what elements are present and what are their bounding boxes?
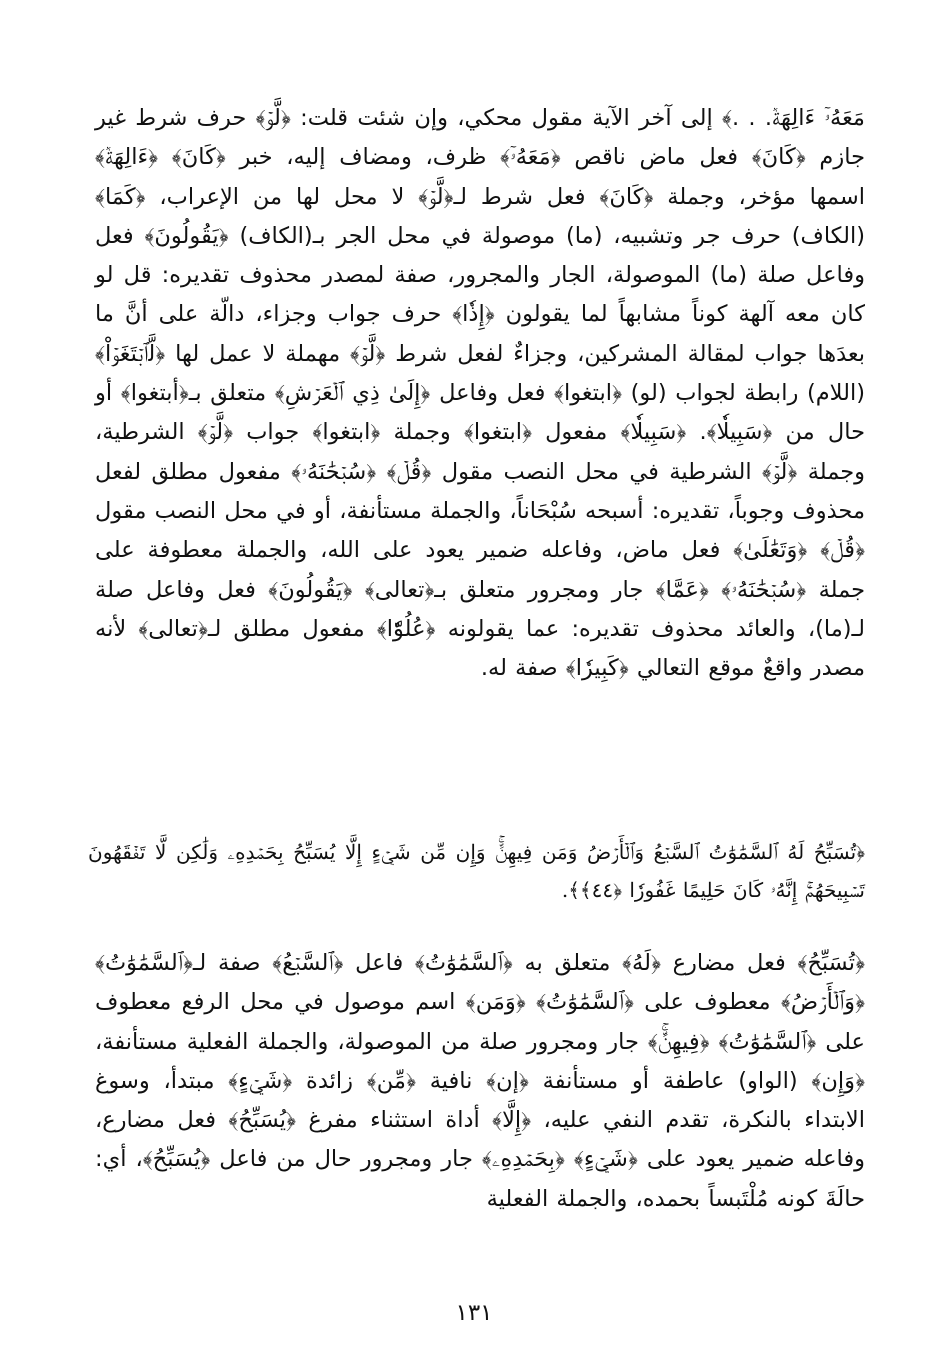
page-number: ١٣١ (455, 1300, 493, 1326)
body-paragraph: مَعَهُۥٓ ءَالِهَةٞ. . .﴾ إلى آخر الآية مقول محكي، وإن شئت قلت: ﴿لَّوۡ﴾ حرف شرط غير جازم ﴿كَانَ﴾ فعل ماض ناقص ﴿مَعَهُۥٓ﴾ ظرف، ومضاف إليه، خبر ﴿كَانَ﴾ ﴿ءَالِهَةٞ﴾ اسمها مؤخر، وجملة ﴿كَانَ﴾ فعل شرط لـ﴿لَّوۡ﴾ لا محل لها من الإعراب، ﴿كَمَا﴾ (الكاف) حرف جر وتشبيه، (ما) موصولة في محل الجر بـ(الكاف) ﴿يَقُولُونَ﴾ فعل وفاعل صلة (ما) الموصولة، الجار والمجرور، صفة لمصدر محذوف تقديره: قل لو كان معه آلهة كوناً مشابهاً لما يقولون ﴿إِذٗا﴾ حرف جواب وجزاء، دالّة على أنَّ ما بعدَها جواب لمقالة المشركين، وجزاءٌ لفعل شرط ﴿لَّوۡ﴾ مهملة لا عمل لها ﴿لَّٱبۡتَغَوۡاْ﴾ (اللام) رابطة لجواب (لو) ﴿ابتغوا﴾ فعل وفاعل ﴿إِلَىٰ ذِي ٱلۡعَرۡشِ﴾ متعلق بـ﴿أبتغوا﴾ أو حال من ﴿سَبِيلٗا﴾. ﴿سَبِيلٗا﴾ مفعول ﴿ابتغوا﴾ وجملة ﴿ابتغوا﴾ جواب ﴿لَّوۡ﴾ الشرطية، وجملة ﴿لَّوۡ﴾ الشرطية في محل النصب مقول ﴿قُلۡ﴾ ﴿سُبۡحَٰنَهُۥ﴾ مفعول مطلق لفعل محذوف وجوباً، تقديره: أسبحه سُبْحَاناً، والجملة مستأنفة، أو في محل النصب مقول ﴿قُلۡ﴾ ﴿وَتَعَٰلَىٰ﴾ فعل ماض، وفاعله ضمير يعود على الله، والجملة معطوفة على جملة ﴿سُبۡحَٰنَهُۥ﴾ ﴿عَمَّا﴾ جار ومجرور متعلق بـ﴿تعالى﴾ ﴿يَقُولُونَ﴾ فعل وفاعل صلة لـ(ما)، والعائد محذوف تقديره: عما يقولونه ﴿عُلُوّٗا﴾ مفعول مطلق لـ﴿تعالى﴾ لأنه مصدر واقعٌ موقع التعالي ﴿كَبِيرٗا﴾ صفة له. (95, 105, 865, 682)
body-paragraph: ﴿تُسَبِّحُ﴾ فعل مضارع ﴿لَهُ﴾ متعلق به ﴿ٱلسَّمَٰوَٰتُ﴾ فاعل ﴿ٱلسَّبۡعُ﴾ صفة لـ﴿ٱلسَّمَٰوَٰتُ﴾ ﴿وَٱلۡأَرۡضُ﴾ معطوف على ﴿ٱلسَّمَٰوَٰتُ﴾ ﴿وَمَن﴾ اسم موصول في محل الرفع معطوف على ﴿ٱلسَّمَٰوَٰتُ﴾ ﴿فِيهِنَّۚ﴾ جار ومجرور صلة من الموصولة، والجملة الفعلية مستأنفة، ﴿وَإِن﴾ (الواو) عاطفة أو مستأنفة ﴿إن﴾ نافية ﴿مِّن﴾ زائدة ﴿شَيۡءٍ﴾ مبتدأ، وسوغ الابتداء بالنكرة، تقدم النفي عليه، ﴿إِلَّا﴾ أداة استثناء مفرغ ﴿يُسَبِّحُ﴾ فعل مضارع، وفاعله ضمير يعود على ﴿شَيۡءٍ﴾ ﴿بِحَمۡدِهِۦ﴾ جار ومجرور حال من فاعل ﴿يُسَبِّحُ﴾، أي: حالَةَ كونه مُلْتَبساً بحمده، والجملة الفعلية (95, 950, 865, 1212)
quran-verse: ﴿تُسَبِّحُ لَهُ ٱلسَّمَٰوَٰتُ ٱلسَّبۡعُ وَٱلۡأَرۡضُ وَمَن فِيهِنَّۚ وَإِن مِّن شَيۡءٍ إِلَّا يُسَبِّحُ بِحَمۡدِهِۦ وَلَٰكِن لَّا تَفۡقَهُونَ تَسۡبِيحَهُمۡۚ إِنَّهُۥ كَانَ حَلِيمًا غَفُورٗا ﴿٤٤﴾﴾. (88, 840, 865, 902)
